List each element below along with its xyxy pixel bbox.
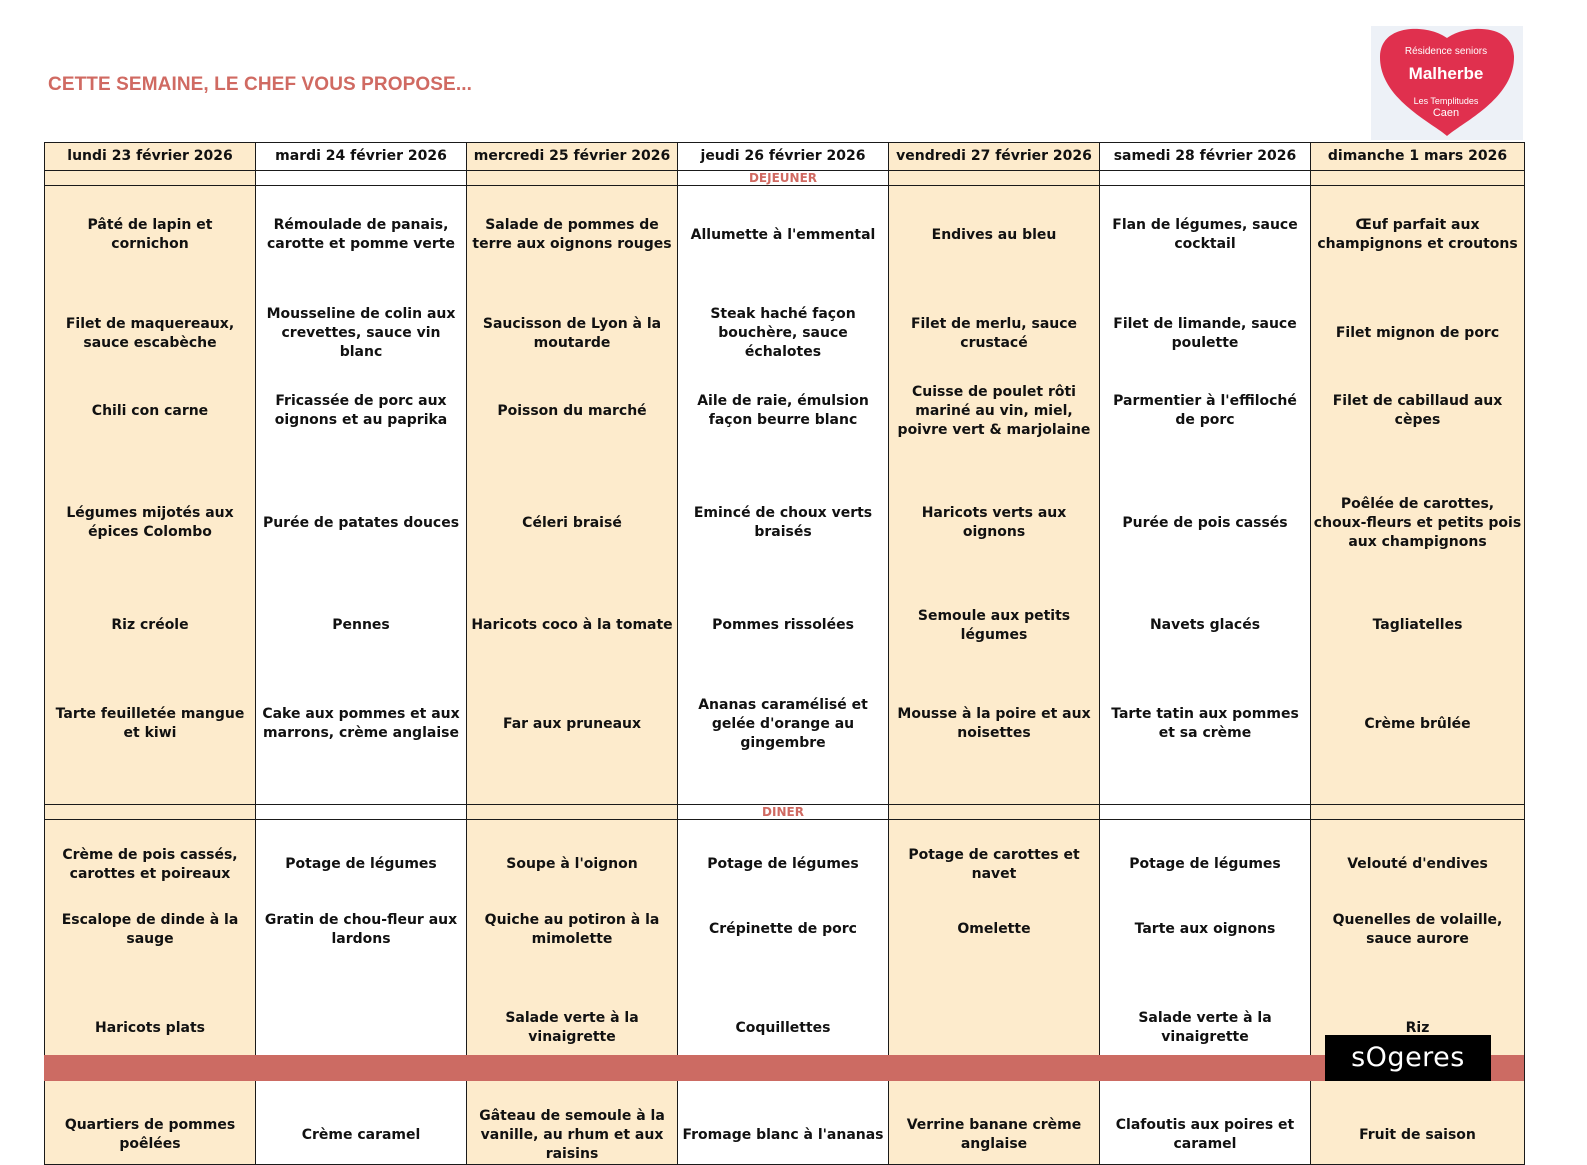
- day-header-row: [45, 143, 1525, 171]
- menu-item: Filet mignon de porc: [1311, 285, 1525, 383]
- menu-item: Mousse à la poire et aux noisettes: [889, 645, 1100, 805]
- dinner-row-main: [45, 910, 1525, 950]
- menu-item: Quiche au potiron à la mimolette: [467, 910, 678, 950]
- menu-item: Emincé de choux verts braisés: [678, 440, 889, 607]
- menu-item: Salade verte à la vinaigrette: [1100, 950, 1311, 1107]
- menu-item: Quenelles de volaille, sauce aurore: [1311, 910, 1525, 950]
- menu-item: Filet de maquereaux, sauce escabèche: [45, 285, 256, 383]
- menu-item: Allumette à l'emmental: [678, 186, 889, 285]
- menu-item: Purée de patates douces: [256, 440, 467, 607]
- menu-item: Pommes rissolées: [678, 607, 889, 645]
- menu-item: [256, 950, 467, 1107]
- menu-item: Steak haché façon bouchère, sauce échalotes: [678, 285, 889, 383]
- menu-item: Navets glacés: [1100, 607, 1311, 645]
- lunch-row-main-2: [45, 383, 1525, 440]
- menu-item: Potage de légumes: [1100, 820, 1311, 910]
- lunch-row-side-1: [45, 440, 1525, 607]
- menu-item: Tarte tatin aux pommes et sa crème: [1100, 645, 1311, 805]
- menu-item: Purée de pois cassés: [1100, 440, 1311, 607]
- menu-item: Haricots verts aux oignons: [889, 440, 1100, 607]
- lunch-row-main-1: [45, 285, 1525, 383]
- lunch-row-side-2: [45, 607, 1525, 645]
- day-header: mercredi 25 février 2026: [467, 143, 678, 171]
- dinner-row-side: [45, 950, 1525, 1107]
- menu-item: Œuf parfait aux champignons et croutons: [1311, 186, 1525, 285]
- menu-item: Crème de pois cassés, carottes et poireaux: [45, 820, 256, 910]
- menu-item: Gâteau de semoule à la vanille, au rhum et aux raisins: [467, 1107, 678, 1165]
- day-header: jeudi 26 février 2026: [678, 143, 889, 171]
- sogeres-logo: sOgeres: [1325, 1035, 1491, 1081]
- dinner-section-label: DINER: [678, 805, 889, 820]
- dinner-section-row: [45, 805, 1525, 820]
- menu-item: Salade verte à la vinaigrette: [467, 950, 678, 1107]
- page-title: CETTE SEMAINE, LE CHEF VOUS PROPOSE...: [48, 74, 472, 95]
- lunch-section-row: [45, 171, 1525, 186]
- menu-item: Fricassée de porc aux oignons et au paprika: [256, 383, 467, 440]
- menu-item: Poisson du marché: [467, 383, 678, 440]
- menu-item: Filet de limande, sauce poulette: [1100, 285, 1311, 383]
- footer-bar: [44, 1055, 1524, 1081]
- logo-line-2: Malherbe: [1408, 64, 1484, 83]
- menu-item: Crème brûlée: [1311, 645, 1525, 805]
- menu-item: Cuisse de poulet rôti mariné au vin, miel, poivre vert & marjolaine: [889, 383, 1100, 440]
- lunch-row-dessert: [45, 645, 1525, 805]
- menu-item: Potage de légumes: [678, 820, 889, 910]
- logo-line-1: Résidence seniors: [1404, 46, 1488, 57]
- dinner-row-starter: [45, 820, 1525, 910]
- menu-item: Chili con carne: [45, 383, 256, 440]
- menu-item: Fruit de saison: [1311, 1107, 1525, 1165]
- menu-item: Saucisson de Lyon à la moutarde: [467, 285, 678, 383]
- menu-item: Poêlée de carottes, choux-fleurs et petits pois aux champignons: [1311, 440, 1525, 607]
- menu-item: Cake aux pommes et aux marrons, crème anglaise: [256, 645, 467, 805]
- lunch-row-starter: [45, 186, 1525, 285]
- day-header: samedi 28 février 2026: [1100, 143, 1311, 171]
- menu-item: Filet de cabillaud aux cèpes: [1311, 383, 1525, 440]
- menu-item: Quartiers de pommes poêlées: [45, 1107, 256, 1165]
- menu-item: Potage de légumes: [256, 820, 467, 910]
- day-header: mardi 24 février 2026: [256, 143, 467, 171]
- menu-item: Rémoulade de panais, carotte et pomme verte: [256, 186, 467, 285]
- logo-line-4: Caen: [1432, 107, 1460, 119]
- menu-item: Clafoutis aux poires et caramel: [1100, 1107, 1311, 1165]
- menu-item: Aile de raie, émulsion façon beurre blanc: [678, 383, 889, 440]
- menu-item: Fromage blanc à l'ananas: [678, 1107, 889, 1165]
- menu-item: Tarte aux oignons: [1100, 910, 1311, 950]
- menu-item: Crème caramel: [256, 1107, 467, 1165]
- menu-item: Légumes mijotés aux épices Colombo: [45, 440, 256, 607]
- menu-item: Tarte feuilletée mangue et kiwi: [45, 645, 256, 805]
- menu-item: Parmentier à l'effiloché de porc: [1100, 383, 1311, 440]
- menu-item: Velouté d'endives: [1311, 820, 1525, 910]
- logo-line-3: Les Templitudes: [1413, 96, 1479, 106]
- dinner-row-dessert: [45, 1107, 1525, 1165]
- menu-item: Haricots plats: [45, 950, 256, 1107]
- day-header: lundi 23 février 2026: [45, 143, 256, 171]
- lunch-section-label: DEJEUNER: [678, 171, 889, 186]
- menu-item: Semoule aux petits légumes: [889, 607, 1100, 645]
- menu-item: Riz: [1311, 950, 1525, 1107]
- menu-item: Soupe à l'oignon: [467, 820, 678, 910]
- day-header: dimanche 1 mars 2026: [1311, 143, 1525, 171]
- menu-item: Filet de merlu, sauce crustacé: [889, 285, 1100, 383]
- menu-item: Crépinette de porc: [678, 910, 889, 950]
- residence-logo: [1371, 26, 1523, 140]
- menu-item: Tagliatelles: [1311, 607, 1525, 645]
- menu-item: Potage de carottes et navet: [889, 820, 1100, 910]
- menu-item: Mousseline de colin aux crevettes, sauce vin blanc: [256, 285, 467, 383]
- menu-item: Escalope de dinde à la sauge: [45, 910, 256, 950]
- menu-item: Far aux pruneaux: [467, 645, 678, 805]
- menu-item: Gratin de chou-fleur aux lardons: [256, 910, 467, 950]
- weekly-menu-table: [44, 142, 1525, 1165]
- menu-item: Salade de pommes de terre aux oignons rouges: [467, 186, 678, 285]
- menu-item: Pâté de lapin et cornichon: [45, 186, 256, 285]
- menu-item: Haricots coco à la tomate: [467, 607, 678, 645]
- menu-item: Verrine banane crème anglaise: [889, 1107, 1100, 1165]
- menu-item: Flan de légumes, sauce cocktail: [1100, 186, 1311, 285]
- day-header: vendredi 27 février 2026: [889, 143, 1100, 171]
- menu-item: Pennes: [256, 607, 467, 645]
- menu-item: Riz créole: [45, 607, 256, 645]
- menu-item: Omelette: [889, 910, 1100, 950]
- menu-item: Céleri braisé: [467, 440, 678, 607]
- menu-item: Endives au bleu: [889, 186, 1100, 285]
- menu-item: [889, 950, 1100, 1107]
- menu-item: Ananas caramélisé et gelée d'orange au gingembre: [678, 645, 889, 805]
- menu-item: Coquillettes: [678, 950, 889, 1107]
